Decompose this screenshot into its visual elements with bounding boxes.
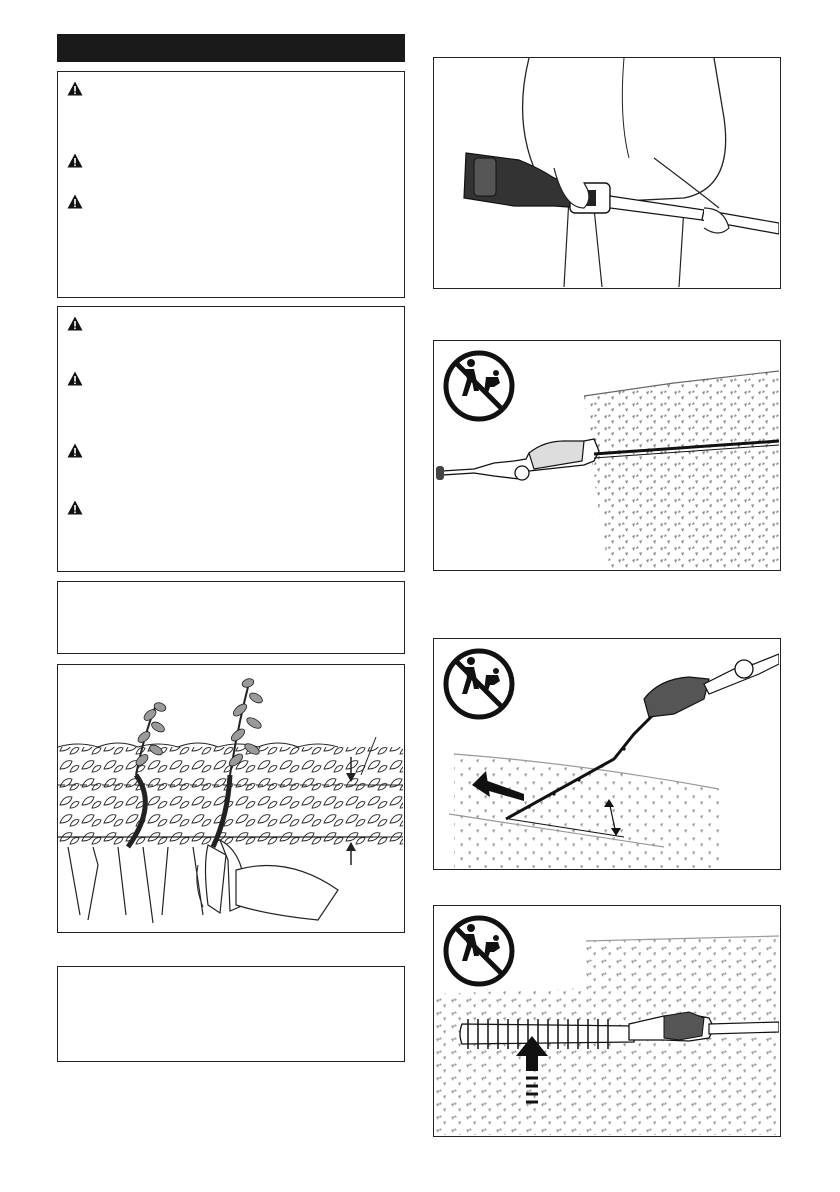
figure-bottom-cutting (433, 905, 781, 1137)
warning-box-1 (57, 71, 405, 298)
warning-triangle-icon (67, 194, 83, 209)
note-box-2 (57, 966, 405, 1062)
figure-side-cutting (433, 340, 781, 571)
note-box-1 (57, 581, 405, 654)
figure-top-cutting (433, 638, 781, 870)
keep-bystanders-away-icon (446, 651, 512, 717)
pruning-illustration (58, 665, 403, 931)
figure-pruning-cut-line (57, 664, 405, 933)
top-cutting-illustration (434, 639, 779, 868)
section-heading-bar (57, 34, 405, 62)
warning-triangle-icon (67, 81, 83, 96)
bottom-cutting-illustration (434, 906, 779, 1135)
keep-bystanders-away-icon (446, 353, 512, 419)
side-cutting-illustration (434, 341, 779, 569)
warning-triangle-icon (67, 371, 83, 386)
figure-operator-holding-tool (433, 57, 781, 289)
warning-triangle-icon (67, 153, 83, 168)
warning-box-2 (57, 306, 405, 572)
operator-illustration (434, 58, 779, 287)
keep-bystanders-away-icon (446, 918, 512, 984)
warning-triangle-icon (67, 316, 83, 331)
warning-triangle-icon (67, 443, 83, 458)
warning-triangle-icon (67, 500, 83, 515)
